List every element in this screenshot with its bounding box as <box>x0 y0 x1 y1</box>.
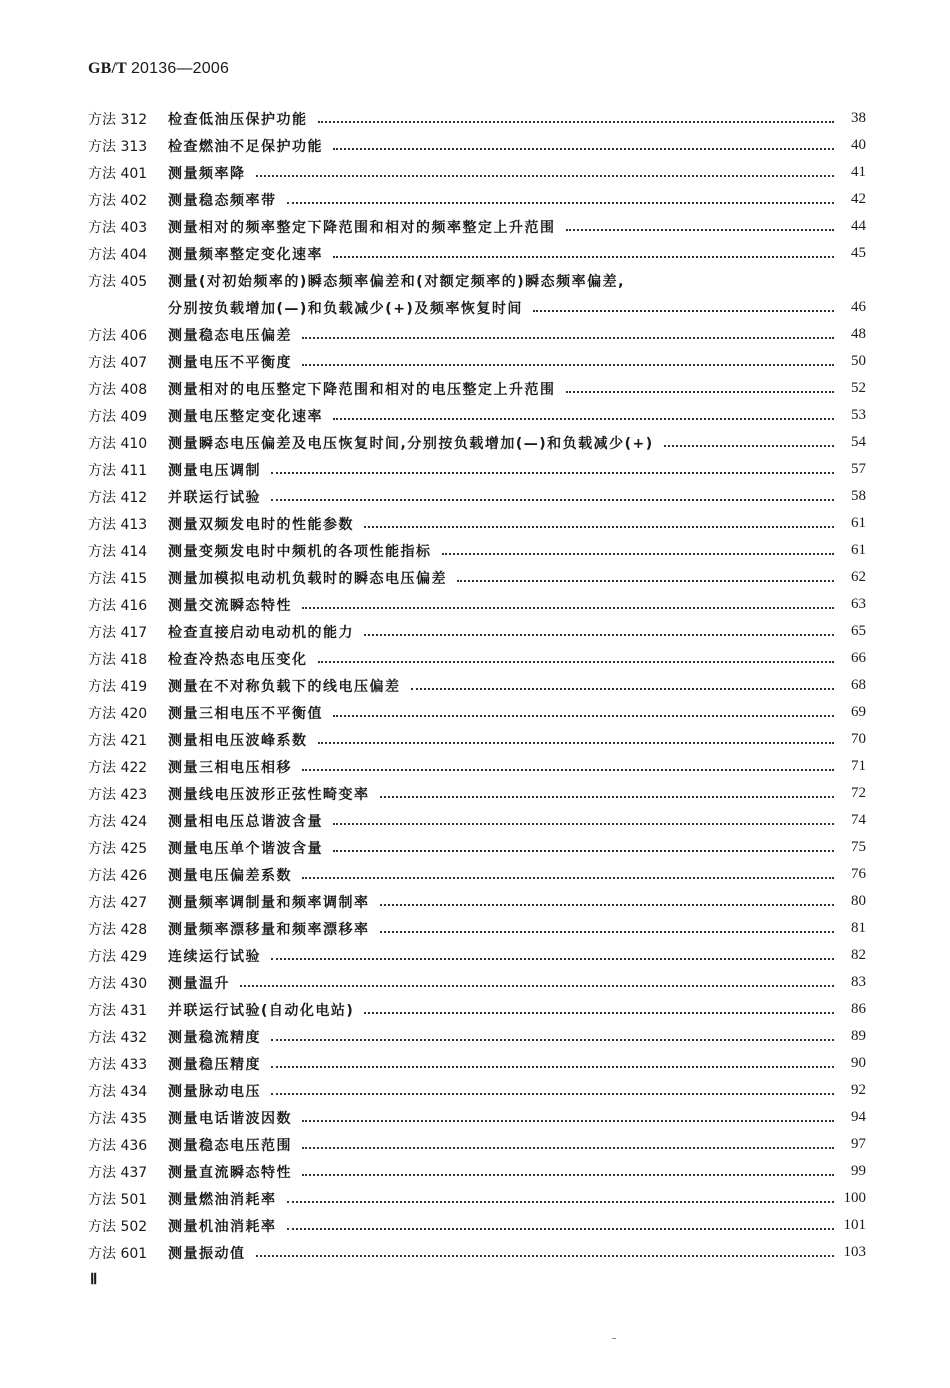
dot-leader <box>302 1119 834 1122</box>
toc-page-number: 44 <box>851 218 866 234</box>
toc-page-number: 57 <box>851 461 866 477</box>
toc-entry-title: 测量电压单个谐波含量 <box>168 840 323 857</box>
toc-entry-title: 测量三相电压不平衡值 <box>168 705 323 722</box>
toc-entry[interactable] <box>88 915 866 942</box>
toc-entry[interactable] <box>88 240 866 267</box>
toc-method-code: 方法 431 <box>88 1002 148 1019</box>
toc-entry[interactable] <box>88 591 866 618</box>
toc-entry[interactable] <box>88 537 866 564</box>
toc-page-number: 46 <box>851 299 866 315</box>
toc-page-number: 68 <box>851 677 866 693</box>
toc-method-code: 方法 404 <box>88 246 148 263</box>
toc-page-number: 83 <box>851 974 866 990</box>
toc-method-code: 方法 501 <box>88 1191 148 1208</box>
dot-leader <box>302 876 834 879</box>
toc-method-code: 方法 421 <box>88 732 148 749</box>
toc-entry-title: 测量相电压波峰系数 <box>168 732 308 749</box>
dot-leader <box>302 606 834 609</box>
scan-speck <box>612 1338 616 1339</box>
dot-leader <box>271 498 834 501</box>
toc-entry-title: 测量频率整定变化速率 <box>168 246 323 263</box>
toc-method-code: 方法 434 <box>88 1083 148 1100</box>
dot-leader <box>302 1146 834 1149</box>
dot-leader <box>333 417 834 420</box>
standard-number-header <box>88 60 229 78</box>
toc-page-number: 101 <box>843 1217 866 1233</box>
toc-entry-title: 测量稳压精度 <box>168 1056 261 1073</box>
toc-method-code: 方法 424 <box>88 813 148 830</box>
toc-method-code: 方法 436 <box>88 1137 148 1154</box>
toc-entry[interactable] <box>88 1239 866 1266</box>
toc-entry-title: 测量相对的电压整定下降范围和相对的电压整定上升范围 <box>168 381 556 398</box>
toc-entry[interactable] <box>88 159 866 186</box>
toc-entry[interactable] <box>88 807 866 834</box>
toc-entry[interactable] <box>88 564 866 591</box>
toc-entry[interactable] <box>88 1077 866 1104</box>
toc-entry[interactable] <box>88 510 866 537</box>
toc-entry[interactable] <box>88 348 866 375</box>
toc-method-code: 方法 422 <box>88 759 148 776</box>
toc-entry-title: 检查直接启动电动机的能力 <box>168 624 354 641</box>
toc-entry-title: 检查冷热态电压变化 <box>168 651 308 668</box>
toc-method-code: 方法 413 <box>88 516 148 533</box>
dot-leader <box>287 1227 835 1230</box>
toc-entry-title: 测量温升 <box>168 975 230 992</box>
dot-leader <box>333 147 834 150</box>
toc-entry[interactable] <box>88 672 866 699</box>
toc-page-number: 94 <box>851 1109 866 1125</box>
toc-entry[interactable] <box>88 699 866 726</box>
dot-leader <box>333 849 834 852</box>
toc-entry[interactable] <box>88 1131 866 1158</box>
toc-entry[interactable] <box>88 429 866 456</box>
toc-page-number: 50 <box>851 353 866 369</box>
dot-leader <box>287 201 835 204</box>
dot-leader <box>256 174 835 177</box>
toc-entry[interactable] <box>88 132 866 159</box>
dot-leader <box>271 1092 834 1095</box>
toc-entry-title: 检查燃油不足保护功能 <box>168 138 323 155</box>
dot-leader <box>333 255 834 258</box>
dot-leader <box>566 228 835 231</box>
toc-entry-title: 测量频率调制量和频率调制率 <box>168 894 370 911</box>
toc-method-code: 方法 502 <box>88 1218 148 1235</box>
table-of-contents <box>88 105 866 1266</box>
toc-method-code: 方法 427 <box>88 894 148 911</box>
dot-leader <box>411 687 835 690</box>
toc-page-number: 76 <box>851 866 866 882</box>
toc-page-number: 62 <box>851 569 866 585</box>
dot-leader <box>271 1038 834 1041</box>
toc-page-number: 86 <box>851 1001 866 1017</box>
toc-page-number: 97 <box>851 1136 866 1152</box>
toc-entry-title: 测量机油消耗率 <box>168 1218 277 1235</box>
toc-entry[interactable] <box>88 834 866 861</box>
toc-entry-title: 测量脉动电压 <box>168 1083 261 1100</box>
toc-entry-title: 测量交流瞬态特性 <box>168 597 292 614</box>
toc-entry[interactable] <box>88 483 866 510</box>
toc-entry[interactable] <box>88 213 866 240</box>
toc-entry-title: 测量稳态频率带 <box>168 192 277 209</box>
toc-entry[interactable] <box>88 321 866 348</box>
toc-page-number: 92 <box>851 1082 866 1098</box>
dot-leader <box>380 930 835 933</box>
toc-entry[interactable] <box>88 267 866 294</box>
toc-entry-title: 测量电压偏差系数 <box>168 867 292 884</box>
toc-method-code: 方法 432 <box>88 1029 148 1046</box>
toc-page-number: 63 <box>851 596 866 612</box>
toc-entry[interactable] <box>88 726 866 753</box>
toc-entry-title: 测量电压不平衡度 <box>168 354 292 371</box>
toc-method-code: 方法 403 <box>88 219 148 236</box>
toc-method-code: 方法 433 <box>88 1056 148 1073</box>
toc-entry-title: 测量电压整定变化速率 <box>168 408 323 425</box>
toc-entry[interactable] <box>88 618 866 645</box>
toc-page-number: 74 <box>851 812 866 828</box>
dot-leader <box>364 1011 834 1014</box>
toc-entry[interactable] <box>88 1212 866 1239</box>
toc-entry-title: 检查低油压保护功能 <box>168 111 308 128</box>
toc-page-number: 69 <box>851 704 866 720</box>
toc-method-code: 方法 429 <box>88 948 148 965</box>
toc-method-code: 方法 425 <box>88 840 148 857</box>
toc-method-code: 方法 412 <box>88 489 148 506</box>
toc-entry-title: 测量稳态电压范围 <box>168 1137 292 1154</box>
toc-method-code: 方法 435 <box>88 1110 148 1127</box>
toc-method-code: 方法 401 <box>88 165 148 182</box>
toc-entry-title: 测量(对初始频率的)瞬态频率偏差和(对额定频率的)瞬态频率偏差, <box>168 273 625 290</box>
toc-method-code: 方法 410 <box>88 435 148 452</box>
dot-leader <box>364 633 834 636</box>
toc-method-code: 方法 428 <box>88 921 148 938</box>
toc-entry[interactable] <box>88 780 866 807</box>
toc-page-number: 54 <box>851 434 866 450</box>
toc-method-code: 方法 411 <box>88 462 148 479</box>
toc-page-number: 82 <box>851 947 866 963</box>
toc-page-number: 80 <box>851 893 866 909</box>
toc-page-number: 70 <box>851 731 866 747</box>
standard-number: 20136—2006 <box>130 60 230 77</box>
toc-entry-title: 测量稳流精度 <box>168 1029 261 1046</box>
toc-method-code: 方法 414 <box>88 543 148 560</box>
toc-entry-title: 测量电话谐波因数 <box>168 1110 292 1127</box>
toc-entry[interactable] <box>88 1050 866 1077</box>
toc-entry[interactable] <box>88 861 866 888</box>
dot-leader <box>256 1254 835 1257</box>
toc-entry[interactable] <box>88 294 866 321</box>
dot-leader <box>664 444 834 447</box>
toc-entry[interactable] <box>88 753 866 780</box>
dot-leader <box>318 120 835 123</box>
toc-entry[interactable] <box>88 186 866 213</box>
dot-leader <box>380 903 835 906</box>
toc-entry-title: 并联运行试验(自动化电站) <box>168 1002 355 1019</box>
toc-entry-title: 测量线电压波形正弦性畸变率 <box>168 786 370 803</box>
toc-method-code: 方法 405 <box>88 273 148 290</box>
toc-entry-title: 测量直流瞬态特性 <box>168 1164 292 1181</box>
toc-method-code: 方法 312 <box>88 111 148 128</box>
toc-page-number: 45 <box>851 245 866 261</box>
toc-entry[interactable] <box>88 645 866 672</box>
dot-leader <box>302 363 834 366</box>
toc-method-code: 方法 437 <box>88 1164 148 1181</box>
toc-page-number: 99 <box>851 1163 866 1179</box>
toc-page-number: 58 <box>851 488 866 504</box>
toc-entry-title: 测量三相电压相移 <box>168 759 292 776</box>
page-numeral: Ⅱ <box>90 1272 98 1288</box>
toc-page-number: 52 <box>851 380 866 396</box>
toc-entry-title: 测量瞬态电压偏差及电压恢复时间,分别按负载增加(—)和负载减少(+) <box>168 435 654 452</box>
dot-leader <box>333 822 834 825</box>
toc-entry-title: 测量加模拟电动机负载时的瞬态电压偏差 <box>168 570 447 587</box>
toc-method-code: 方法 423 <box>88 786 148 803</box>
toc-page-number: 66 <box>851 650 866 666</box>
toc-method-code: 方法 407 <box>88 354 148 371</box>
toc-method-code: 方法 402 <box>88 192 148 209</box>
toc-entry[interactable] <box>88 888 866 915</box>
toc-entry[interactable] <box>88 942 866 969</box>
toc-entry[interactable] <box>88 1023 866 1050</box>
dot-leader <box>302 1173 834 1176</box>
toc-page-number: 38 <box>851 110 866 126</box>
toc-method-code: 方法 313 <box>88 138 148 155</box>
toc-page-number: 75 <box>851 839 866 855</box>
dot-leader <box>442 552 835 555</box>
dot-leader <box>271 1065 834 1068</box>
toc-entry-title: 测量稳态电压偏差 <box>168 327 292 344</box>
toc-method-code: 方法 601 <box>88 1245 148 1262</box>
toc-method-code: 方法 415 <box>88 570 148 587</box>
dot-leader <box>333 714 834 717</box>
toc-page-number: 71 <box>851 758 866 774</box>
toc-page-number: 100 <box>843 1190 866 1206</box>
toc-entry[interactable] <box>88 105 866 132</box>
toc-page-number: 81 <box>851 920 866 936</box>
toc-entry-title: 测量振动值 <box>168 1245 246 1262</box>
toc-method-code: 方法 418 <box>88 651 148 668</box>
toc-page-number: 89 <box>851 1028 866 1044</box>
toc-entry-title: 测量变频发电时中频机的各项性能指标 <box>168 543 432 560</box>
toc-entry-title: 测量双频发电时的性能参数 <box>168 516 354 533</box>
dot-leader <box>302 768 834 771</box>
toc-entry-title: 测量燃油消耗率 <box>168 1191 277 1208</box>
toc-entry[interactable] <box>88 375 866 402</box>
toc-method-code: 方法 409 <box>88 408 148 425</box>
toc-page-number: 61 <box>851 542 866 558</box>
toc-entry-title: 连续运行试验 <box>168 948 261 965</box>
toc-page-number: 40 <box>851 137 866 153</box>
toc-entry[interactable] <box>88 1158 866 1185</box>
toc-page-number: 65 <box>851 623 866 639</box>
toc-page-number: 48 <box>851 326 866 342</box>
toc-method-code: 方法 426 <box>88 867 148 884</box>
dot-leader <box>240 984 834 987</box>
dot-leader <box>566 390 835 393</box>
toc-page-number: 103 <box>843 1244 866 1260</box>
toc-entry-title: 测量频率漂移量和频率漂移率 <box>168 921 370 938</box>
toc-method-code: 方法 417 <box>88 624 148 641</box>
toc-page-number: 61 <box>851 515 866 531</box>
toc-page-number: 41 <box>851 164 866 180</box>
toc-entry[interactable] <box>88 969 866 996</box>
dot-leader <box>318 660 835 663</box>
dot-leader <box>287 1200 835 1203</box>
dot-leader <box>302 336 834 339</box>
toc-method-code: 方法 420 <box>88 705 148 722</box>
dot-leader <box>457 579 834 582</box>
dot-leader <box>271 471 834 474</box>
toc-entry-title: 测量在不对称负载下的线电压偏差 <box>168 678 401 695</box>
standard-prefix: GB/T <box>88 60 127 77</box>
dot-leader <box>318 741 835 744</box>
toc-method-code: 方法 430 <box>88 975 148 992</box>
toc-page-number: 72 <box>851 785 866 801</box>
toc-page-number: 42 <box>851 191 866 207</box>
toc-entry[interactable] <box>88 1185 866 1212</box>
toc-method-code: 方法 406 <box>88 327 148 344</box>
toc-method-code: 方法 408 <box>88 381 148 398</box>
dot-leader <box>364 525 834 528</box>
toc-entry[interactable] <box>88 402 866 429</box>
toc-entry[interactable] <box>88 1104 866 1131</box>
toc-entry-title: 测量电压调制 <box>168 462 261 479</box>
toc-entry-title: 测量频率降 <box>168 165 246 182</box>
dot-leader <box>271 957 834 960</box>
toc-entry-title: 测量相对的频率整定下降范围和相对的频率整定上升范围 <box>168 219 556 236</box>
toc-method-code: 方法 419 <box>88 678 148 695</box>
toc-entry[interactable] <box>88 456 866 483</box>
toc-method-code: 方法 416 <box>88 597 148 614</box>
dot-leader <box>533 309 834 312</box>
dot-leader <box>380 795 835 798</box>
toc-page-number: 90 <box>851 1055 866 1071</box>
toc-page-number: 53 <box>851 407 866 423</box>
toc-entry-title: 并联运行试验 <box>168 489 261 506</box>
toc-entry-title: 测量相电压总谐波含量 <box>168 813 323 830</box>
toc-entry[interactable] <box>88 996 866 1023</box>
toc-entry-title: 分别按负载增加(—)和负载减少(+)及频率恢复时间 <box>168 300 523 317</box>
